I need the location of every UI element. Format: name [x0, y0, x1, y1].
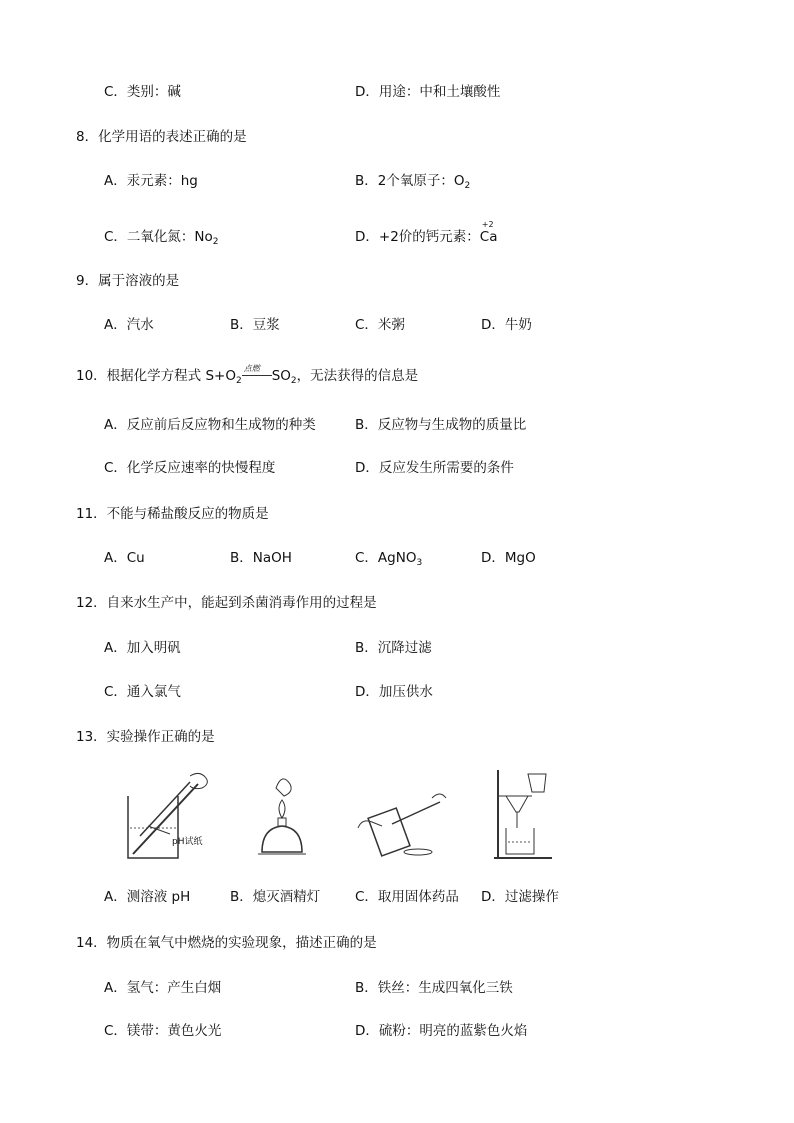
q12-option-a: A．加入明矾: [104, 640, 181, 656]
ph-paper-label: pH试纸: [172, 837, 203, 847]
q11-option-a: A．Cu: [104, 550, 145, 566]
q11-option-c: C．AgNO$_3$: [355, 550, 423, 568]
q7-option-c: C．类别：碱: [104, 84, 181, 100]
q9-stem: 9．属于溶液的是: [76, 273, 180, 289]
q9-option-d: D．牛奶: [481, 317, 532, 333]
q13-option-a: A．测溶液 pH: [104, 889, 191, 905]
q14-option-a: A．氢气：产生白烟: [104, 980, 222, 996]
q12-option-c: C．通入氯气: [104, 684, 181, 700]
q13-option-d: D．过滤操作: [481, 889, 559, 905]
q10-option-d: D．反应发生所需要的条件: [355, 460, 514, 476]
q10-option-b: B．反应物与生成物的质量比: [355, 417, 527, 433]
q8-option-c: C．二氧化氮：$No_2$: [104, 229, 219, 247]
q8-stem: 8．化学用语的表述正确的是: [76, 129, 247, 145]
q9-option-c: C．米粥: [355, 317, 405, 333]
q8-option-d: D．+2价的钙元素： +2 Ca: [355, 229, 498, 245]
q14-stem: 14．物质在氧气中燃烧的实验现象，描述正确的是: [76, 935, 377, 951]
figure-filtration: [488, 766, 558, 866]
q9-option-a: A．汽水: [104, 317, 154, 333]
q13-option-c: C．取用固体药品: [355, 889, 459, 905]
q11-option-b: B．NaOH: [230, 550, 292, 566]
q12-stem: 12．自来水生产中，能起到杀菌消毒作用的过程是: [76, 595, 377, 611]
q10-stem: 10．根据化学方程式 $S+O_2$ 点燃 $SO_2$，无法获得的信息是: [76, 368, 418, 384]
q12-option-d: D．加压供水: [355, 684, 433, 700]
q8-option-a: A．汞元素：hg: [104, 173, 198, 189]
q13-stem: 13．实验操作正确的是: [76, 729, 215, 745]
q14-option-c: C．镁带：黄色火光: [104, 1023, 222, 1039]
q14-option-d: D．硫粉：明亮的蓝紫色火焰: [355, 1023, 528, 1039]
q10-option-a: A．反应前后反应物和生成物的种类: [104, 417, 316, 433]
figure-solid-reagent: [352, 766, 448, 866]
q12-option-b: B．沉降过滤: [355, 640, 432, 656]
q11-stem: 11．不能与稀盐酸反应的物质是: [76, 506, 269, 522]
q9-option-b: B．豆浆: [230, 317, 280, 333]
q7-option-d: D．用途：中和土壤酸性: [355, 84, 501, 100]
figure-ph-test: [118, 766, 218, 866]
q13-option-b: B．熄灭酒精灯: [230, 889, 321, 905]
figure-alcohol-lamp: [248, 766, 318, 866]
reaction-condition: 点燃: [243, 364, 260, 373]
q11-option-d: D．MgO: [481, 550, 536, 566]
q8-option-b: B．2个氧原子：$O_2$: [355, 173, 471, 191]
valence-label: +2: [481, 220, 494, 229]
q10-option-c: C．化学反应速率的快慢程度: [104, 460, 276, 476]
q14-option-b: B．铁丝：生成四氧化三铁: [355, 980, 513, 996]
